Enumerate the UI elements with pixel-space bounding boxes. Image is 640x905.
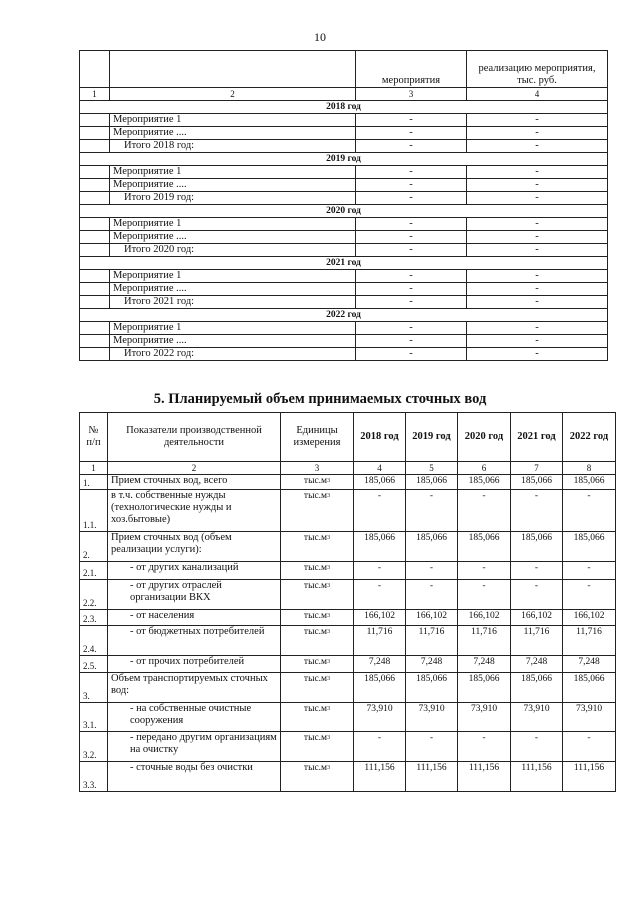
indicator-name: - на собственные очистные сооружения (108, 703, 281, 732)
column-number: 7 (511, 462, 563, 475)
unit-text: тыс.м (303, 763, 328, 773)
value-cell: 185,066 (406, 532, 458, 562)
table-row (80, 127, 608, 140)
value-cell: - (467, 322, 608, 335)
header-cell: реализацию мероприятия, тыс. руб. (467, 51, 608, 88)
row-index: 2.1. (80, 562, 108, 580)
empty-cell (80, 166, 110, 179)
measures-table (79, 50, 608, 361)
value-cell: 111,156 (354, 762, 406, 792)
unit-exponent: 3 (327, 765, 331, 771)
empty-cell (80, 244, 110, 257)
unit-cell (281, 475, 354, 490)
column-number: 4 (467, 88, 608, 101)
unit-exponent: 3 (327, 735, 331, 741)
measure-name: Мероприятие 1 (110, 218, 356, 231)
value-cell: 185,066 (354, 673, 406, 703)
value-cell: - (406, 732, 458, 762)
unit-exponent: 3 (327, 493, 331, 499)
table-row (80, 762, 616, 792)
indicator-name: Прием сточных вод, всего (108, 475, 281, 490)
value-cell: 73,910 (354, 703, 406, 732)
header-cell (110, 51, 356, 88)
empty-cell (80, 348, 110, 361)
row-index: 2.4. (80, 626, 108, 656)
unit-text: тыс.м (303, 674, 328, 684)
table-header-row (80, 51, 608, 88)
value-cell: - (356, 348, 467, 361)
year-row (80, 257, 608, 270)
unit-exponent: 3 (327, 478, 331, 484)
indicator-name: Прием сточных вод (объем реализации услуги): (108, 532, 281, 562)
value-cell: 73,910 (406, 703, 458, 732)
measure-name: Мероприятие .... (110, 127, 356, 140)
value-cell: - (511, 732, 563, 762)
table-row (80, 192, 608, 205)
unit-exponent: 3 (327, 659, 331, 665)
header-num: № п/п (80, 413, 108, 462)
unit-cell (281, 562, 354, 580)
column-number: 1 (80, 88, 110, 101)
column-number: 2 (108, 462, 281, 475)
value-cell: - (511, 562, 563, 580)
table-row (80, 218, 608, 231)
value-cell: 73,910 (458, 703, 511, 732)
table-row (80, 532, 616, 562)
row-index: 3.1. (80, 703, 108, 732)
value-cell: - (467, 244, 608, 257)
value-cell: - (356, 335, 467, 348)
row-index: 2.3. (80, 610, 108, 626)
empty-cell (80, 127, 110, 140)
table-row (80, 166, 608, 179)
table-row (80, 270, 608, 283)
value-cell: - (356, 166, 467, 179)
value-cell: 166,102 (563, 610, 616, 626)
value-cell: 111,156 (511, 762, 563, 792)
year-row (80, 205, 608, 218)
measure-name: Мероприятие .... (110, 231, 356, 244)
value-cell: - (467, 127, 608, 140)
value-cell: 185,066 (354, 532, 406, 562)
table-row (80, 335, 608, 348)
value-cell: - (467, 166, 608, 179)
row-index: 1. (80, 475, 108, 490)
value-cell: 11,716 (406, 626, 458, 656)
value-cell: - (563, 580, 616, 610)
header-year: 2018 год (354, 413, 406, 462)
header-cell (80, 51, 110, 88)
value-cell: - (356, 218, 467, 231)
unit-text: тыс.м (303, 657, 328, 667)
table-row (80, 703, 616, 732)
table-row (80, 562, 616, 580)
value-cell: - (467, 179, 608, 192)
table-row (80, 179, 608, 192)
value-cell: 73,910 (563, 703, 616, 732)
value-cell: - (356, 231, 467, 244)
unit-text: тыс.м (303, 491, 328, 501)
unit-cell (281, 490, 354, 532)
row-index: 1.1. (80, 490, 108, 532)
year-row (80, 153, 608, 166)
value-cell: 185,066 (406, 475, 458, 490)
row-index: 3.3. (80, 762, 108, 792)
indicator-name: - передано другим организациям на очистку (108, 732, 281, 762)
year-label: 2019 год (80, 153, 608, 166)
value-cell: 11,716 (458, 626, 511, 656)
value-cell: 7,248 (354, 656, 406, 673)
unit-text: тыс.м (303, 476, 328, 486)
unit-exponent: 3 (327, 613, 331, 619)
unit-cell (281, 626, 354, 656)
table-row (80, 114, 608, 127)
measure-name: Итого 2021 год: (110, 296, 356, 309)
row-index: 2.5. (80, 656, 108, 673)
measure-name: Мероприятие .... (110, 335, 356, 348)
unit-text: тыс.м (303, 704, 328, 714)
value-cell: 7,248 (406, 656, 458, 673)
value-cell: 185,066 (511, 475, 563, 490)
header-cell: мероприятия (356, 51, 467, 88)
unit-exponent: 3 (327, 535, 331, 541)
value-cell: - (356, 270, 467, 283)
value-cell: - (467, 192, 608, 205)
indicator-name: - от бюджетных потребителей (108, 626, 281, 656)
unit-exponent: 3 (327, 676, 331, 682)
measure-name: Мероприятие .... (110, 179, 356, 192)
value-cell: 185,066 (511, 532, 563, 562)
value-cell: - (563, 732, 616, 762)
empty-cell (80, 231, 110, 244)
section-title: 5. Планируемый объем принимаемых сточных вод (153, 391, 487, 407)
measure-name: Мероприятие 1 (110, 166, 356, 179)
value-cell: 7,248 (511, 656, 563, 673)
table-row (80, 673, 616, 703)
table-row (80, 322, 608, 335)
measure-name: Мероприятие 1 (110, 322, 356, 335)
unit-cell (281, 580, 354, 610)
year-row (80, 101, 608, 114)
measure-name: Итого 2020 год: (110, 244, 356, 257)
measure-name: Итого 2018 год: (110, 140, 356, 153)
unit-text: тыс.м (303, 733, 328, 743)
empty-cell (80, 270, 110, 283)
value-cell: 185,066 (406, 673, 458, 703)
value-cell: - (563, 490, 616, 532)
empty-cell (80, 218, 110, 231)
value-cell: 7,248 (563, 656, 616, 673)
column-number: 4 (354, 462, 406, 475)
indicator-name: Объем транспортируемых сточных вод: (108, 673, 281, 703)
table-row (80, 283, 608, 296)
value-cell: 11,716 (354, 626, 406, 656)
value-cell: - (467, 140, 608, 153)
value-cell: - (356, 127, 467, 140)
value-cell: - (356, 322, 467, 335)
measure-name: Итого 2019 год: (110, 192, 356, 205)
value-cell: 111,156 (406, 762, 458, 792)
empty-cell (80, 296, 110, 309)
row-index: 2.2. (80, 580, 108, 610)
value-cell: 185,066 (458, 532, 511, 562)
value-cell: 185,066 (458, 475, 511, 490)
indicator-name: - от прочих потребителей (108, 656, 281, 673)
table-row (80, 490, 616, 532)
value-cell: - (354, 490, 406, 532)
table-header-row (80, 413, 616, 462)
value-cell: 185,066 (458, 673, 511, 703)
value-cell: - (467, 218, 608, 231)
year-label: 2020 год (80, 205, 608, 218)
value-cell: - (458, 490, 511, 532)
indicator-name: - от населения (108, 610, 281, 626)
value-cell: 166,102 (406, 610, 458, 626)
column-number-row (80, 88, 608, 101)
unit-cell (281, 732, 354, 762)
value-cell: - (467, 296, 608, 309)
value-cell: - (406, 562, 458, 580)
unit-exponent: 3 (327, 629, 331, 635)
table-row (80, 348, 608, 361)
empty-cell (80, 192, 110, 205)
indicator-name: - от других отраслей организации ВКХ (108, 580, 281, 610)
unit-cell (281, 610, 354, 626)
value-cell: - (458, 562, 511, 580)
measure-name: Мероприятие 1 (110, 270, 356, 283)
row-index: 3. (80, 673, 108, 703)
year-label: 2018 год (80, 101, 608, 114)
indicator-name: в т.ч. собственные нужды (технологические нужды и хоз.бытовые) (108, 490, 281, 532)
empty-cell (80, 140, 110, 153)
value-cell: 111,156 (458, 762, 511, 792)
value-cell: - (354, 580, 406, 610)
measure-name: Мероприятие .... (110, 283, 356, 296)
value-cell: - (406, 490, 458, 532)
unit-text: тыс.м (303, 581, 328, 591)
value-cell: - (467, 283, 608, 296)
column-number: 8 (563, 462, 616, 475)
year-label: 2022 год (80, 309, 608, 322)
value-cell: - (563, 562, 616, 580)
value-cell: - (467, 231, 608, 244)
empty-cell (80, 179, 110, 192)
unit-text: тыс.м (303, 627, 328, 637)
unit-exponent: 3 (327, 583, 331, 589)
value-cell: - (356, 140, 467, 153)
value-cell: 11,716 (511, 626, 563, 656)
value-cell: - (467, 348, 608, 361)
value-cell: - (467, 114, 608, 127)
value-cell: - (511, 490, 563, 532)
table-row (80, 231, 608, 244)
unit-cell (281, 703, 354, 732)
value-cell: 166,102 (458, 610, 511, 626)
value-cell: 11,716 (563, 626, 616, 656)
empty-cell (80, 283, 110, 296)
unit-cell (281, 656, 354, 673)
indicator-name: - от других канализаций (108, 562, 281, 580)
value-cell: 166,102 (511, 610, 563, 626)
value-cell: 7,248 (458, 656, 511, 673)
header-year: 2021 год (511, 413, 563, 462)
row-index: 3.2. (80, 732, 108, 762)
value-cell: - (356, 114, 467, 127)
unit-text: тыс.м (303, 533, 328, 543)
value-cell: - (458, 732, 511, 762)
value-cell: - (354, 732, 406, 762)
value-cell: 73,910 (511, 703, 563, 732)
empty-cell (80, 114, 110, 127)
unit-exponent: 3 (327, 565, 331, 571)
empty-cell (80, 322, 110, 335)
year-label: 2021 год (80, 257, 608, 270)
header-year: 2019 год (406, 413, 458, 462)
value-cell: 185,066 (354, 475, 406, 490)
unit-cell (281, 762, 354, 792)
value-cell: - (458, 580, 511, 610)
indicator-name: - сточные воды без очистки (108, 762, 281, 792)
column-number: 5 (406, 462, 458, 475)
empty-cell (80, 335, 110, 348)
value-cell: - (356, 244, 467, 257)
table-row (80, 244, 608, 257)
unit-text: тыс.м (303, 563, 328, 573)
value-cell: 166,102 (354, 610, 406, 626)
table-row (80, 626, 616, 656)
value-cell: - (467, 335, 608, 348)
measure-name: Мероприятие 1 (110, 114, 356, 127)
column-number: 3 (281, 462, 354, 475)
column-number-row (80, 462, 616, 475)
value-cell: - (356, 179, 467, 192)
header-year: 2020 год (458, 413, 511, 462)
value-cell: - (356, 296, 467, 309)
year-row (80, 309, 608, 322)
unit-cell (281, 673, 354, 703)
row-index: 2. (80, 532, 108, 562)
value-cell: - (354, 562, 406, 580)
column-number: 3 (356, 88, 467, 101)
table-row (80, 475, 616, 490)
value-cell: 185,066 (511, 673, 563, 703)
wastewater-volume-table (79, 412, 616, 792)
value-cell: 185,066 (563, 532, 616, 562)
value-cell: - (467, 270, 608, 283)
header-unit: Единицы измерения (281, 413, 354, 462)
column-number: 6 (458, 462, 511, 475)
value-cell: - (356, 283, 467, 296)
unit-cell (281, 532, 354, 562)
unit-text: тыс.м (303, 611, 328, 621)
value-cell: 185,066 (563, 475, 616, 490)
table-row (80, 580, 616, 610)
unit-exponent: 3 (327, 706, 331, 712)
measure-name: Итого 2022 год: (110, 348, 356, 361)
table-row (80, 610, 616, 626)
column-number: 1 (80, 462, 108, 475)
column-number: 2 (110, 88, 356, 101)
value-cell: - (356, 192, 467, 205)
table-row (80, 140, 608, 153)
value-cell: - (511, 580, 563, 610)
table-row (80, 732, 616, 762)
header-indicator: Показатели производственной деятельности (108, 413, 281, 462)
table-row (80, 656, 616, 673)
value-cell: 185,066 (563, 673, 616, 703)
value-cell: 111,156 (563, 762, 616, 792)
header-year: 2022 год (563, 413, 616, 462)
value-cell: - (406, 580, 458, 610)
table-row (80, 296, 608, 309)
page-number: 10 (314, 30, 326, 44)
